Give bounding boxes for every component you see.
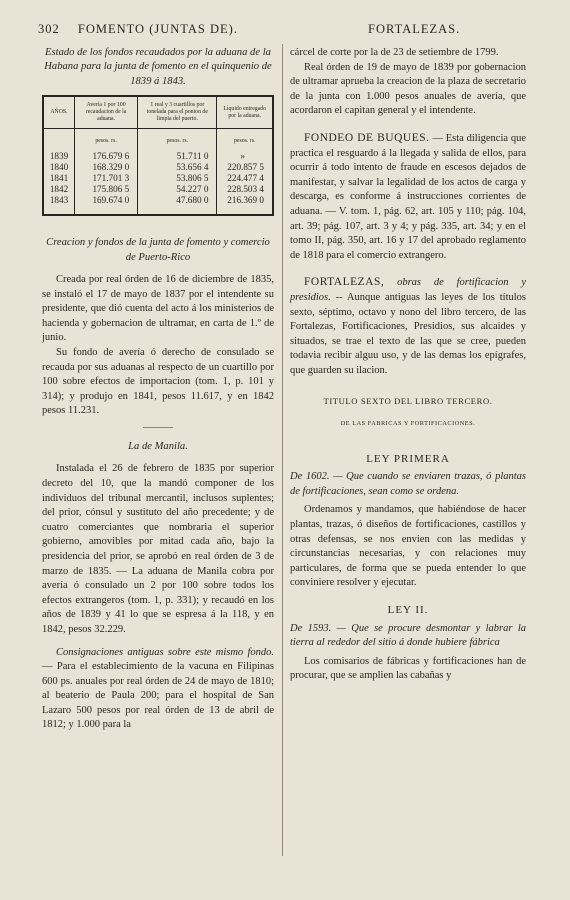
paragraph: Ordenamos y mandamos, que habiéndose de hacer plantas, trazas, ó diseños de fortificaciones, castillos y otras defensas, se nos envien con las medidas y circunstancias necesarias, y con relaciones muy particulares, de forma que se pueda entender lo que conviniere resolver y ejecutar. xyxy=(290,504,526,589)
table-cell: 1839 xyxy=(43,151,75,162)
table-cell: 169.674 0 xyxy=(75,195,138,215)
paragraph: Instalada el 26 de febrero de 1835 por superior decreto del 10, que la mandó componer de los individuos del tribunal mercantil, inclusos suplentes; del prior, cónsul y sustituto del año precedente; y de cuatro comerciantes que nombraria el superior gobierno, amovibles por mitad cada año, bajo la presidencia del prior, se aprobó en real órden de 3 de marzo de 1835. — La aduana de Manila cobra por avería ó consulado un 2 por 100 sobre todos los efectos extrangeros (tom. 1, p. 331); y recaudó en los años de 1839 y 41 lo que se espresa á la 118, y en 1842, pesos 32.229. xyxy=(42,463,274,635)
table-row xyxy=(43,162,273,173)
left-running-title: FOMENTO (JUNTAS DE). xyxy=(77,22,238,36)
table-cell: 220.857 5 xyxy=(217,162,273,173)
section-title-manila: La de Manila. xyxy=(128,440,188,452)
left-column xyxy=(42,46,274,733)
paragraph: Su fondo de avería ó derecho de consulado se recauda por sus aduanas al respecto de un cuartillo por 100 sobre efectos de importacion (tom. 1, p. 101 y 314); y produjo en 1841, pesos 11.617, y en 1842 pesos 11.231. xyxy=(42,347,274,417)
paragraph: Real órden de 19 de mayo de 1839 por gobernacion de ultramar aprueba la creacion de la plaza de secretario de la junta con 1.000 pesos anuales de avería, que acordaron el capitan general y el intendente. xyxy=(290,61,526,117)
table-unit: pesos. rs. xyxy=(75,129,138,152)
ley-summary: De 1593. — Que se procure desmontar y labrar la tierra al rededor del sitio á donde hubiere fábrica xyxy=(290,622,526,649)
table-unit: pesos. rs. xyxy=(138,129,217,152)
table-cell: 168.329 0 xyxy=(75,162,138,173)
separator-rule xyxy=(143,427,173,428)
table-cell: 53.656 4 xyxy=(138,162,217,173)
paragraph: cárcel de corte por la de 23 de setiembre de 1799. xyxy=(290,47,499,58)
table-cell: 47.680 0 xyxy=(138,195,217,215)
table-cell: 1842 xyxy=(43,184,75,195)
running-header-left xyxy=(38,22,238,37)
table-cell: 228.503 4 xyxy=(217,184,273,195)
table-header: AÑOS. xyxy=(43,96,75,129)
page-number: 302 xyxy=(38,22,60,36)
paragraph-body: — Para el establecimiento de la vacuna en Filipinas 600 ps. anuales por real órden de 24 de mayo de 1810; al beaterio de Paula 200; para el hospital de San Lazaro 500 pesos por real órden de 13 de abril de 1812; y 1.000 para la xyxy=(42,661,274,731)
table-header-row xyxy=(43,96,273,129)
paragraph-lead: Consignaciones antiguas sobre este mismo fondo. xyxy=(56,646,274,658)
running-header-right: FORTALEZAS. xyxy=(368,22,461,36)
right-column xyxy=(290,46,526,684)
table-cell: 224.477 4 xyxy=(217,173,273,184)
table-cell: 175.806 5 xyxy=(75,184,138,195)
paragraph: Creada por real órden de 16 de diciembre de 1835, se instaló el 17 de mayo de 1837 por el intendente su presidente, que dió cuenta del acto á los ministerios de hacienda y gobernacion de ultramar, en carta de 1.º de junio. xyxy=(42,274,274,344)
table-row xyxy=(43,151,273,162)
paragraph-body: -- Aunque antiguas las leyes de los títulos sexto, séptimo, octavo y nono del libro tercero, de las Fortalezas, Fortificaciones, Presidios, sus alcaides y situados, se trae el texto de las que se cree, pueden todavia recibir alguu uso, y de las demas los epígrafes, que guarden su ilacion. xyxy=(290,291,527,376)
entry-subheading: obras de fortificacion y presidios. xyxy=(290,277,527,303)
table-cell: 53.806 5 xyxy=(138,173,217,184)
table-cell: 54.227 0 xyxy=(138,184,217,195)
table-cell: » xyxy=(217,151,273,162)
table-header: Avería 1 por 100 recaudacion de la aduana. xyxy=(75,96,138,129)
paragraph-body: — Esta diligencia que practica el resguardo á la llegada y salida de ellos, para ocurrir á todo intento de fraude en escesos dejados de manifestar, y salvar la legalidad de los actos de carga y descarga, es conforme á instrucciones corrientes de aduana. — V. tom. 1, pág. 62, art. 105 y 110; pág. 104, art. 39; pág. 107, art. 3 y 4; y pág. 335, art. 34; y en el tomo II, pág. 350, art. 16 y 17 del aprobado reglamento de 1818 para el comercio extrangero. xyxy=(290,132,527,261)
titulo-heading: TITULO SEXTO DEL LIBRO TERCERO. xyxy=(323,396,493,407)
titulo-subheading: DE LAS FABRICAS Y FORTIFICACIONES. xyxy=(340,420,476,428)
column-divider xyxy=(282,44,283,856)
ley-heading: LEY PRIMERA xyxy=(366,452,450,465)
funds-table xyxy=(42,95,274,216)
ley-summary: De 1602. — Que cuando se enviaren trazas, ó plantas de fortificaciones, sean como se ordena. xyxy=(290,471,526,497)
table-row xyxy=(43,184,273,195)
table-units-row xyxy=(43,129,273,152)
table-cell: 216.369 0 xyxy=(217,195,273,215)
section-title-puerto-rico: Creacion y fondos de la junta de fomento y comercio de Puerto-Rico xyxy=(46,237,270,263)
table-header: Líquido entregado por la aduana. xyxy=(217,96,273,129)
table-header: 1 real y 3 cuartillos por tonelada para el ponton de limpia del puerto. xyxy=(138,96,217,129)
table-cell: 171.701 3 xyxy=(75,173,138,184)
table-unit: pesos. rs. xyxy=(217,129,273,152)
table-unit xyxy=(43,129,75,152)
table-cell: 1843 xyxy=(43,195,75,215)
table-row xyxy=(43,195,273,215)
entry-heading-fondeo: FONDEO DE BUQUES. xyxy=(304,131,430,144)
paragraph xyxy=(290,275,526,378)
table-cell: 1840 xyxy=(43,162,75,173)
entry-heading-fortalezas: FORTALEZAS, xyxy=(304,276,385,289)
table-title: Estado de los fondos recaudados por la aduana de la Habana para la junta de fomento en el quinquenio de 1839 á 1843. xyxy=(44,47,272,87)
table-cell: 176.679 6 xyxy=(75,151,138,162)
table-cell: 1841 xyxy=(43,173,75,184)
table-cell: 51.711 0 xyxy=(138,151,217,162)
ley-heading: LEY II. xyxy=(387,604,429,616)
paragraph xyxy=(42,646,274,734)
table-row xyxy=(43,173,273,184)
paragraph xyxy=(290,131,526,263)
paragraph: Los comisarios de fábricas y fortificaciones han de procurar, que se amplien las cabañas y xyxy=(290,655,526,682)
